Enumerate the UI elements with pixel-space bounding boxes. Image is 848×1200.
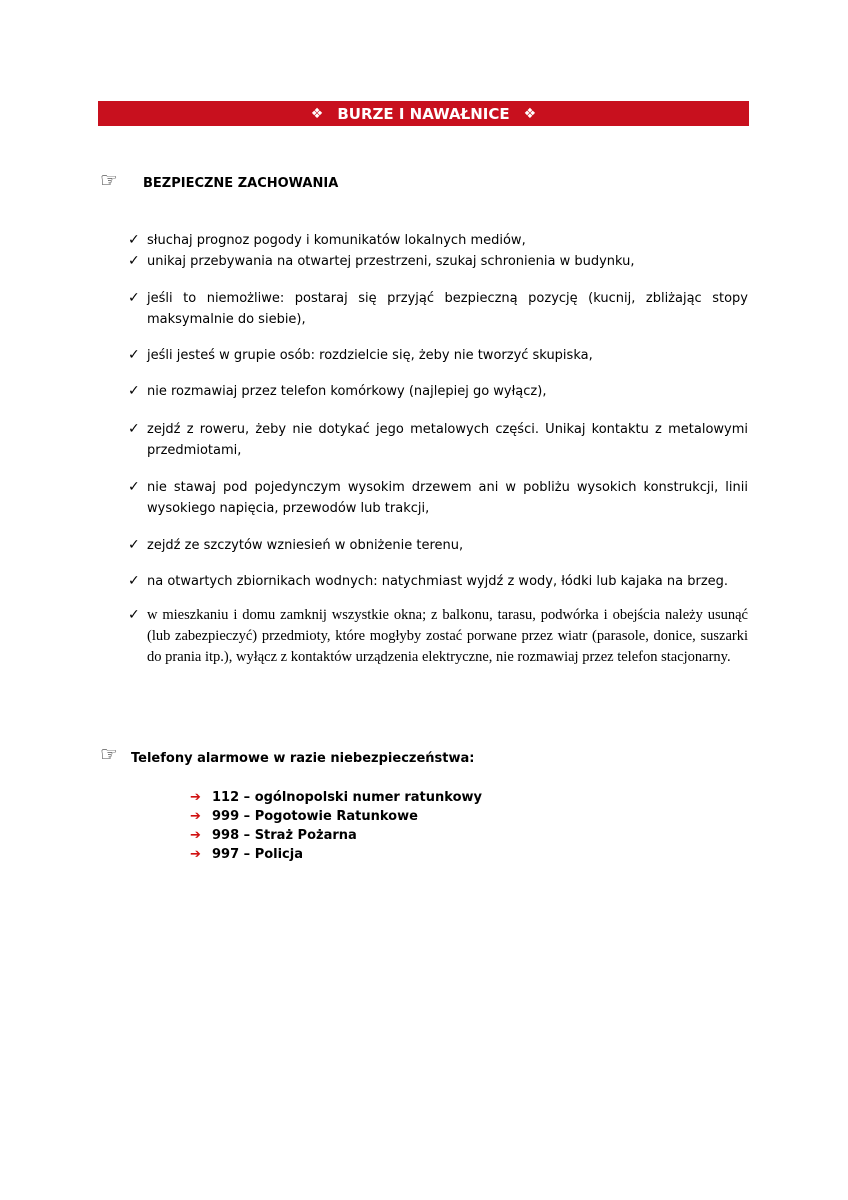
arrow-right-icon: ➔ <box>190 809 201 824</box>
list-item-text: w mieszkaniu i domu zamknij wszystkie okna; z balkonu, tarasu, podwórka i obejścia należy usunąć (lub zabezpieczyć) przedmioty, które mogłyby zostać porwane przez wiatr (parasole, donice, suszarki do prania itp.), wyłącz z kontaktów urządzenia elektryczne, nie rozmawiaj przez telefon stacjonarny. <box>147 607 748 665</box>
list-item <box>190 826 482 845</box>
list-item-text: słuchaj prognoz pogody i komunikatów lokalnych mediów, <box>147 233 526 248</box>
diamond-icon: ❖ <box>523 105 537 122</box>
list-item-text: unikaj przebywania na otwartej przestrzeni, szukaj schronienia w budynku, <box>147 254 635 269</box>
list-item <box>128 251 748 272</box>
list-item <box>128 381 748 402</box>
page-title: BURZE I NAWAŁNICE <box>337 104 510 123</box>
list-item <box>128 345 748 366</box>
check-icon: ✓ <box>128 607 140 623</box>
check-icon: ✓ <box>128 421 140 437</box>
phone-entry: 997 – Policja <box>212 847 303 862</box>
check-icon: ✓ <box>128 253 140 269</box>
arrow-right-icon: ➔ <box>190 847 201 862</box>
check-icon: ✓ <box>128 347 140 363</box>
list-item-text: nie rozmawiaj przez telefon komórkowy (najlepiej go wyłącz), <box>147 384 547 399</box>
list-item <box>128 571 748 592</box>
list-item <box>128 605 748 668</box>
emergency-phone-list <box>190 788 482 864</box>
phone-entry: 999 – Pogotowie Ratunkowe <box>212 809 418 824</box>
check-icon: ✓ <box>128 232 140 248</box>
list-item <box>190 845 482 864</box>
arrow-right-icon: ➔ <box>190 828 201 843</box>
title-banner <box>98 101 749 126</box>
list-item-text: jeśli jesteś w grupie osób: rozdzielcie się, żeby nie tworzyć skupiska, <box>147 348 593 363</box>
check-icon: ✓ <box>128 537 140 553</box>
check-icon: ✓ <box>128 383 140 399</box>
pointing-hand-icon: ☞ <box>100 168 118 192</box>
check-icon: ✓ <box>128 479 140 495</box>
diamond-icon: ❖ <box>310 105 324 122</box>
section-heading-safe-behaviour: BEZPIECZNE ZACHOWANIA <box>143 176 339 191</box>
list-item <box>128 477 748 519</box>
list-item-text: zejdź z roweru, żeby nie dotykać jego metalowych części. Unikaj kontaktu z metalowymi przedmiotami, <box>147 422 748 458</box>
check-icon: ✓ <box>128 573 140 589</box>
section-heading-emergency-phones: Telefony alarmowe w razie niebezpieczeństwa: <box>131 751 475 766</box>
list-item <box>128 288 748 330</box>
list-item-text: na otwartych zbiornikach wodnych: natychmiast wyjdź z wody, łódki lub kajaka na brzeg. <box>147 574 729 589</box>
list-item <box>190 788 482 807</box>
list-item-text: zejdź ze szczytów wzniesień w obniżenie terenu, <box>147 538 464 553</box>
list-item <box>190 807 482 826</box>
phone-entry: 112 – ogólnopolski numer ratunkowy <box>212 790 482 805</box>
phone-entry: 998 – Straż Pożarna <box>212 828 357 843</box>
check-icon: ✓ <box>128 290 140 306</box>
list-item <box>128 419 748 461</box>
list-item <box>128 535 748 556</box>
list-item <box>128 230 748 251</box>
arrow-right-icon: ➔ <box>190 790 201 805</box>
list-item-text: jeśli to niemożliwe: postaraj się przyjąć bezpieczną pozycję (kucnij, zbliżając stopy maksymalnie do siebie), <box>147 291 748 327</box>
list-item-text: nie stawaj pod pojedynczym wysokim drzewem ani w pobliżu wysokich konstrukcji, linii wysokiego napięcia, przewodów lub trakcji, <box>147 480 748 516</box>
pointing-hand-icon: ☞ <box>100 742 118 766</box>
